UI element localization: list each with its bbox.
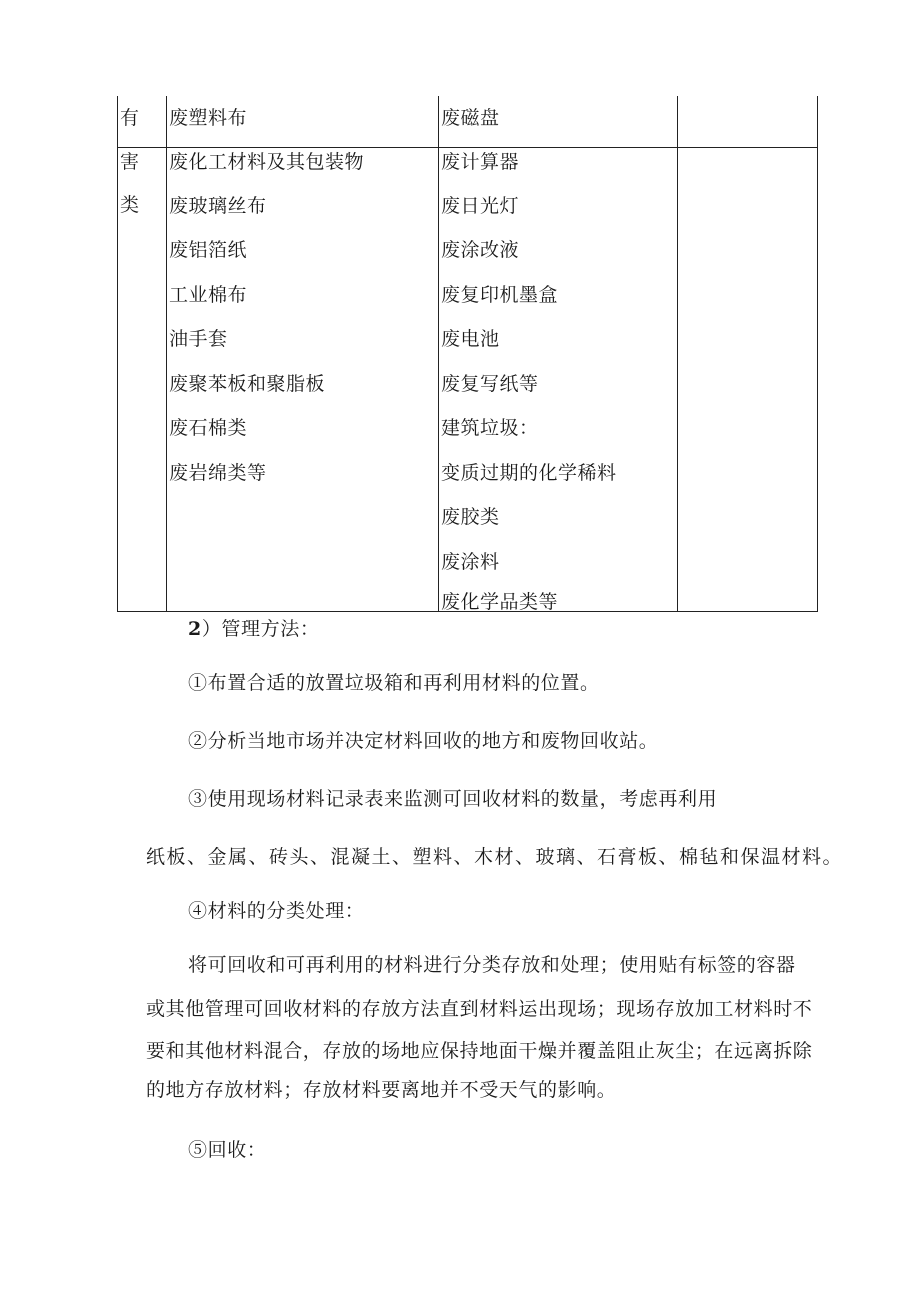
waste-item: 废化学品类等 bbox=[441, 591, 559, 613]
waste-item: 建筑垃圾： bbox=[441, 417, 539, 439]
section-heading bbox=[188, 619, 319, 639]
paragraph-line: 或其他管理可回收材料的存放方法直到材料运出现场；现场存放加工材料时不 bbox=[146, 998, 813, 1020]
table-column-divider bbox=[166, 96, 167, 612]
table-border-left bbox=[117, 96, 118, 612]
waste-item: 废塑料布 bbox=[169, 107, 248, 129]
waste-item: 废涂料 bbox=[441, 551, 500, 573]
paragraph-line: 将可回收和可再利用的材料进行分类存放和处理；使用贴有标签的容器 bbox=[188, 954, 796, 976]
waste-item: 油手套 bbox=[169, 328, 228, 350]
table-row-divider bbox=[117, 147, 818, 148]
waste-classification-table bbox=[117, 96, 818, 612]
list-item: ②分析当地市场并决定材料回收的地方和废物回收站。 bbox=[188, 730, 659, 752]
waste-item: 变质过期的化学稀料 bbox=[441, 462, 617, 484]
waste-item: 废胶类 bbox=[441, 506, 500, 528]
section-number: 2 bbox=[188, 618, 202, 640]
waste-item: 废石棉类 bbox=[169, 417, 248, 439]
waste-item: 工业棉布 bbox=[169, 284, 248, 306]
list-item: ⑤回收： bbox=[188, 1139, 267, 1161]
table-border-right bbox=[817, 96, 818, 612]
table-column-divider bbox=[677, 96, 678, 612]
waste-item: 废岩绵类等 bbox=[169, 462, 267, 484]
paragraph-line: 的地方存放材料；存放材料要离地并不受天气的影响。 bbox=[146, 1079, 617, 1101]
list-item: ④材料的分类处理： bbox=[188, 900, 365, 922]
waste-item: 废玻璃丝布 bbox=[169, 195, 267, 217]
section-heading-text: ）管理方法： bbox=[201, 618, 320, 640]
category-char: 类 bbox=[120, 194, 140, 216]
waste-item: 废日光灯 bbox=[441, 195, 520, 217]
waste-item: 废涂改液 bbox=[441, 239, 520, 261]
list-item-continuation: 纸板、金属、砖头、混凝土、塑料、木材、玻璃、石膏板、棉毡和保温材料。 bbox=[146, 846, 844, 868]
waste-item: 废复写纸等 bbox=[441, 373, 539, 395]
list-item: ①布置合适的放置垃圾箱和再利用材料的位置。 bbox=[188, 672, 600, 694]
category-char: 害 bbox=[120, 151, 140, 173]
table-column-divider bbox=[438, 96, 439, 612]
waste-item: 废铝箔纸 bbox=[169, 239, 248, 261]
category-char: 有 bbox=[120, 107, 140, 129]
list-item: ③使用现场材料记录表来监测可回收材料的数量，考虑再利用 bbox=[188, 788, 718, 810]
waste-item: 废聚苯板和聚脂板 bbox=[169, 373, 326, 395]
waste-item: 废电池 bbox=[441, 328, 500, 350]
waste-item: 废化工材料及其包装物 bbox=[169, 151, 365, 173]
waste-item: 废磁盘 bbox=[441, 107, 500, 129]
waste-item: 废计算器 bbox=[441, 151, 520, 173]
paragraph-line: 要和其他材料混合，存放的场地应保持地面干燥并覆盖阻止灰尘；在远离拆除 bbox=[146, 1040, 813, 1062]
waste-item: 废复印机墨盒 bbox=[441, 284, 559, 306]
